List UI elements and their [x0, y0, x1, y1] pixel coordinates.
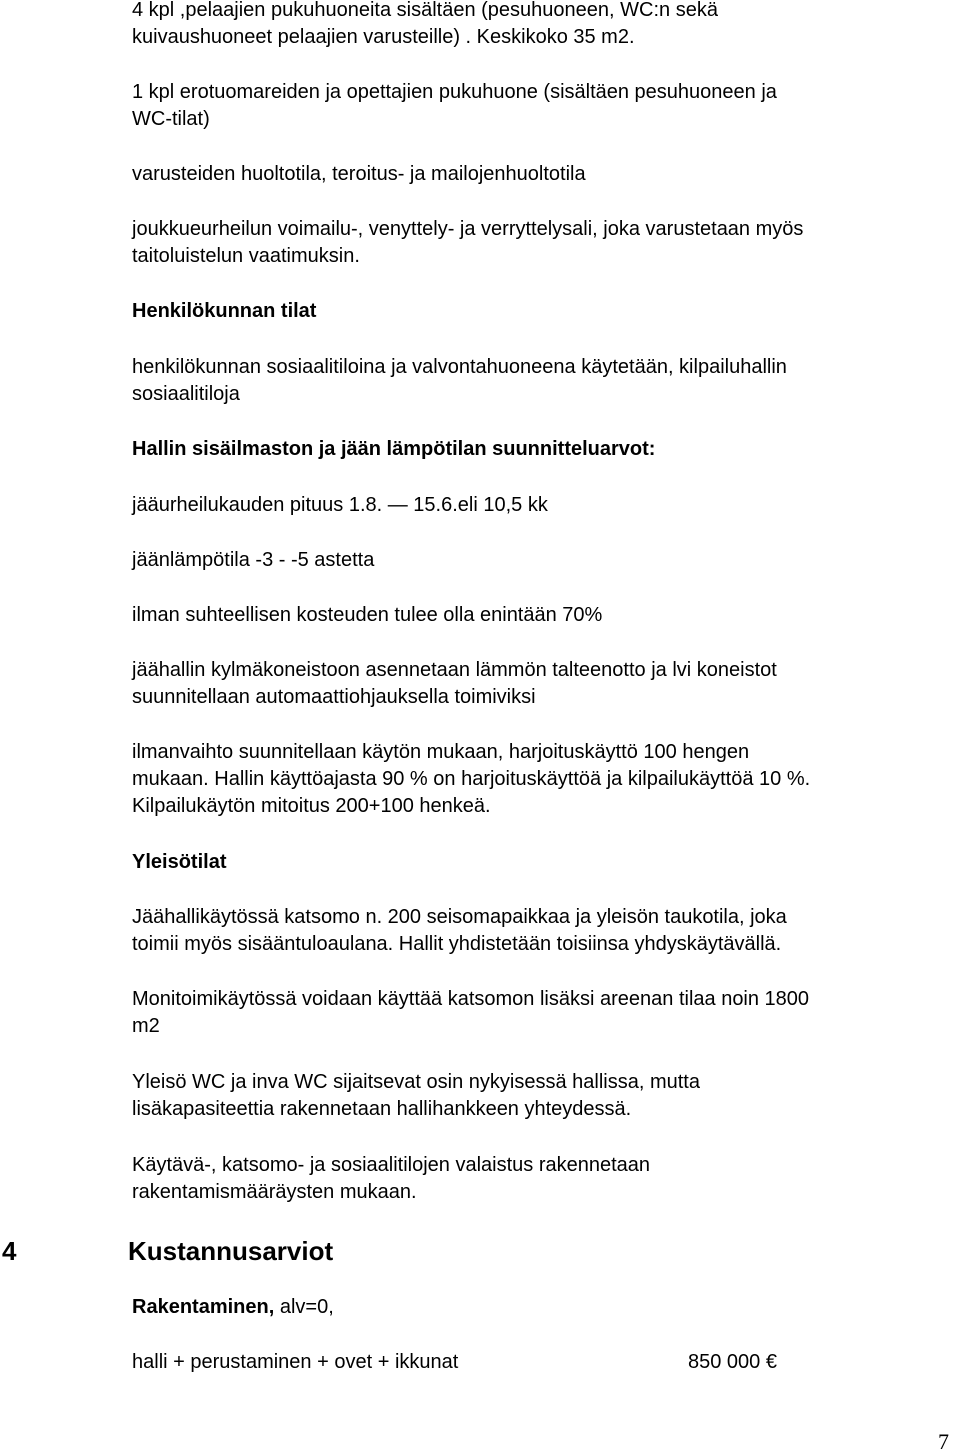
heading-line: Henkilökunnan tilat: [132, 300, 317, 322]
paragraph-staff-facilities: [132, 354, 947, 408]
paragraph-line: henkilökunnan sosiaalitiloina ja valvontahuoneena käytetään, kilpailuhallin: [132, 356, 787, 378]
paragraph-line: Jäähallikäytössä katsomo n. 200 seisomapaikkaa ja yleisön taukotila, joka: [132, 906, 787, 928]
paragraph-line: sosiaalitiloja: [132, 383, 240, 405]
page-number: 7: [938, 1429, 949, 1454]
paragraph-humidity: [132, 602, 947, 629]
cost-item-label: halli + perustaminen + ovet + ikkunat: [132, 1351, 459, 1373]
paragraph-line: ilmanvaihto suunnitellaan käytön mukaan, harjoituskäyttö 100 hengen: [132, 741, 750, 763]
section-title: Kustannusarviot: [128, 1236, 334, 1266]
paragraph-line: lisäkapasiteettia rakennetaan hallihankkeen yhteydessä.: [132, 1098, 632, 1120]
paragraph-line: joukkueurheilun voimailu-, venyttely- ja verryttelysali, joka varustetaan myös: [132, 218, 804, 240]
paragraph-referee-locker-room: [132, 79, 947, 133]
paragraph-line: m2: [132, 1015, 160, 1037]
heading-public-facilities: [132, 849, 947, 876]
paragraph-line: toimii myös sisääntuloaulana. Hallit yhdistetään toisiinsa yhdyskäytävällä.: [132, 933, 782, 955]
construction-label-bold: Rakentaminen,: [132, 1296, 275, 1318]
cost-row: [132, 1349, 932, 1376]
paragraph-player-locker-rooms: [132, 0, 947, 51]
paragraph-line: kuivaushuoneet pelaajien varusteille) . Keskikoko 35 m2.: [132, 26, 635, 48]
paragraph-refrigeration: [132, 657, 947, 711]
heading-line: Yleisötilat: [132, 851, 227, 873]
heading-staff-facilities: [132, 298, 947, 325]
paragraph-gym-hall: [132, 216, 947, 270]
paragraph-lighting: [132, 1152, 947, 1206]
paragraph-line: jäähallin kylmäkoneistoon asennetaan lämmön talteenotto ja lvi koneistot: [132, 659, 777, 681]
paragraph-line: varusteiden huoltotila, teroitus- ja mailojenhuoltotila: [132, 163, 586, 185]
paragraph-line: Yleisö WC ja inva WC sijaitsevat osin nykyisessä hallissa, mutta: [132, 1071, 700, 1093]
paragraph-equipment-maintenance: [132, 161, 947, 188]
paragraph-line: Käytävä-, katsomo- ja sosiaalitilojen valaistus rakennetaan: [132, 1154, 651, 1176]
heading-line: Hallin sisäilmaston ja jään lämpötilan suunnitteluarvot:: [132, 438, 656, 460]
paragraph-line: taitoluistelun vaatimuksin.: [132, 245, 360, 267]
paragraph-season-length: [132, 492, 947, 519]
paragraph-ventilation: [132, 739, 947, 820]
paragraph-line: 1 kpl erotuomareiden ja opettajien pukuhuone (sisältäen pesuhuoneen ja: [132, 81, 777, 103]
paragraph-line: jääurheilukauden pituus 1.8. — 15.6.eli 10,5 kk: [132, 494, 548, 516]
paragraph-line: ilman suhteellisen kosteuden tulee olla enintään 70%: [132, 604, 603, 626]
construction-label: [132, 1294, 947, 1321]
section-heading-cost-estimates: [0, 1234, 960, 1268]
paragraph-line: jäänlämpötila -3 - -5 astetta: [132, 549, 375, 571]
paragraph-line: WC-tilat): [132, 108, 210, 130]
paragraph-multipurpose: [132, 986, 947, 1040]
paragraph-line: rakentamismääräysten mukaan.: [132, 1181, 417, 1203]
paragraph-ice-temperature: [132, 547, 947, 574]
heading-indoor-climate: [132, 436, 947, 463]
construction-label-rest: alv=0,: [274, 1296, 334, 1318]
paragraph-line: suunnitellaan automaattiohjauksella toimiviksi: [132, 686, 536, 708]
paragraph-stands: [132, 904, 947, 958]
paragraph-public-toilets: [132, 1069, 947, 1123]
section-number: 4: [2, 1236, 17, 1266]
paragraph-line: Monitoimikäytössä voidaan käyttää katsomon lisäksi areenan tilaa noin 1800: [132, 988, 810, 1010]
paragraph-line: 4 kpl ,pelaajien pukuhuoneita sisältäen (pesuhuoneen, WC:n sekä: [132, 0, 718, 21]
cost-item-amount: 850 000 €: [688, 1351, 777, 1373]
paragraph-line: Kilpailukäytön mitoitus 200+100 henkeä.: [132, 795, 491, 817]
paragraph-line: mukaan. Hallin käyttöajasta 90 % on harjoituskäyttöä ja kilpailukäyttöä 10 %.: [132, 768, 811, 790]
